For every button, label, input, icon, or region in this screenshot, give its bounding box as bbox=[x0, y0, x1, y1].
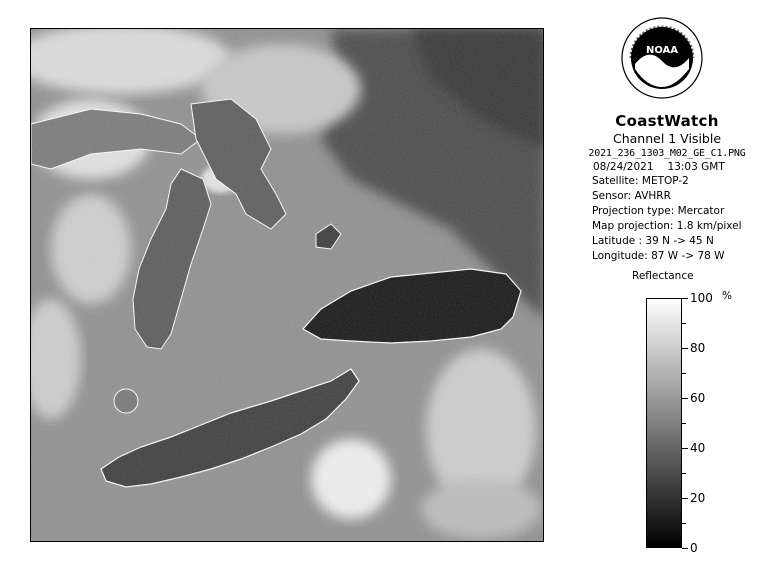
colorbar-minor-tick bbox=[682, 423, 686, 424]
projection-type-text: Projection type: Mercator bbox=[592, 205, 725, 217]
colorbar-tick bbox=[682, 298, 688, 299]
metadata-list bbox=[556, 174, 778, 264]
latitude-text: Latitude : 39 N -> 45 N bbox=[592, 235, 714, 247]
map-projection-text: Map projection: 1.8 km/pixel bbox=[592, 220, 742, 232]
noaa-logo bbox=[621, 17, 703, 99]
colorbar-tick bbox=[682, 498, 688, 499]
colorbar-minor-tick bbox=[682, 373, 686, 374]
datetime bbox=[556, 161, 778, 173]
colorbar-title: Reflectance bbox=[632, 270, 694, 282]
date-text: 08/24/2021 bbox=[593, 161, 654, 173]
info-panel bbox=[556, 112, 778, 264]
time-text: 13:03 GMT bbox=[667, 161, 725, 173]
colorbar-minor-tick bbox=[682, 473, 686, 474]
product-title: CoastWatch bbox=[615, 112, 719, 130]
colorbar-tick-label: 40 bbox=[690, 441, 706, 455]
colorbar-tick-label: 80 bbox=[690, 341, 706, 355]
colorbar bbox=[646, 298, 682, 548]
satellite-image bbox=[30, 28, 544, 542]
colorbar-tick-label: 100 bbox=[690, 291, 713, 305]
colorbar-tick bbox=[682, 348, 688, 349]
colorbar-unit: % bbox=[722, 290, 732, 302]
sensor-text: Sensor: AVHRR bbox=[592, 190, 671, 202]
colorbar-tick-label: 60 bbox=[690, 391, 706, 405]
colorbar-minor-tick bbox=[682, 323, 686, 324]
colorbar-tick bbox=[682, 448, 688, 449]
longitude-text: Longitude: 87 W -> 78 W bbox=[592, 250, 725, 262]
colorbar-tick-label: 0 bbox=[690, 541, 698, 555]
colorbar-tick bbox=[682, 548, 688, 549]
colorbar-minor-tick bbox=[682, 523, 686, 524]
satellite-text: Satellite: METOP-2 bbox=[592, 175, 689, 187]
colorbar-tick bbox=[682, 398, 688, 399]
colorbar-tick-label: 20 bbox=[690, 491, 706, 505]
channel-label: Channel 1 Visible bbox=[612, 131, 722, 146]
svg-text:NOAA: NOAA bbox=[645, 45, 679, 56]
filename: 2021_236_1303_M02_GE_C1.PNG bbox=[588, 148, 746, 159]
